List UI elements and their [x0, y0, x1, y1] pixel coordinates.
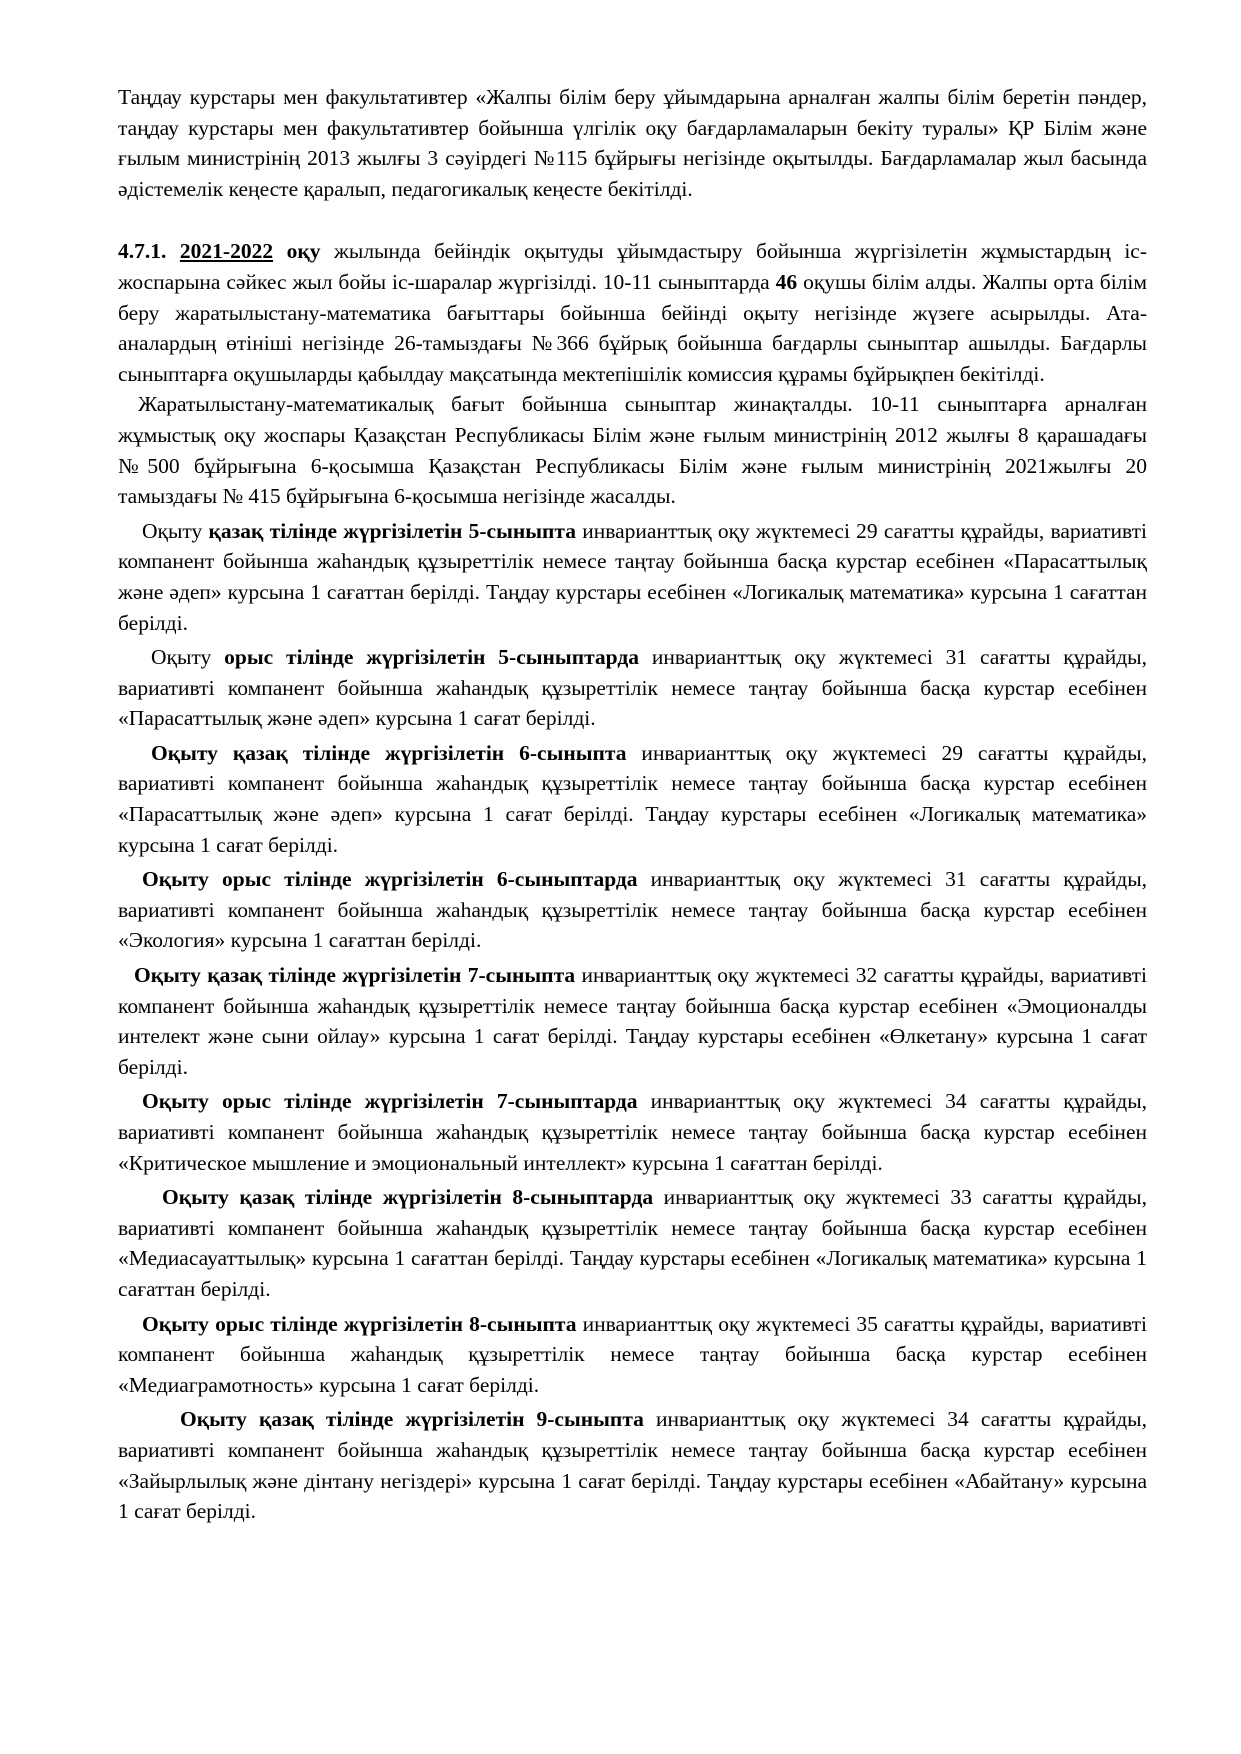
grade-heading: Оқыту қазақ тілінде жүргізілетін 7-сыныпта	[134, 963, 576, 988]
grade-heading: Оқыту орыс тілінде жүргізілетін 6-сыныптарда	[142, 867, 638, 892]
grade-paragraph	[118, 642, 1147, 734]
intro-paragraph: Таңдау курстары мен факультативтер «Жалпы білім беру ұйымдарына арналған жалпы білім беретін пәндер, таңдау курстары мен факультативтер бойынша үлгілік оқу бағдарламаларын бекіту туралы» ҚР Білім және ғылым министрінің 2013 жылғы 3 сәуірдегі №115 бұйрығы негізінде оқытылды. Бағдарламалар жыл басында әдістемелік кеңесте қаралып, педагогикалық кеңесте бекітілді.	[118, 85, 1147, 201]
grade-heading: Оқыту қазақ тілінде жүргізілетін 8-сыныптарда	[162, 1185, 654, 1210]
grade-details: инварианттық оқу жүктемесі 29 сағатты құрайды, вариативті компанент бойынша жаһандық құзыреттілік немесе таңтау бойынша басқа курстар есебінен «Парасаттылық және әдеп» курсына 1 сағаттан берілді. Таңдау курстары есебінен «Логикалық математика» курсына 1 сағаттан берілді.	[118, 518, 1147, 635]
grade-paragraph	[118, 1182, 1147, 1304]
grade-paragraph	[118, 864, 1147, 956]
academic-year-word: оқу	[286, 239, 321, 264]
academic-year: 2021-2022	[179, 239, 274, 264]
grade-paragraph	[118, 1086, 1147, 1178]
grade-heading: Оқыту орыс тілінде жүргізілетін 7-сыныптарда	[142, 1089, 638, 1114]
grade-details: инварианттық оқу жүктемесі 34 сағатты құрайды, вариативті компанент бойынша жаһандық құзыреттілік немесе таңтау бойынша басқа курстар есебінен «Зайырлылық және дінтану негіздері» курсына 1 сағат берілді. Таңдау курстары есебінен «Абайтану» курсына 1 сағат берілді.	[118, 1407, 1148, 1524]
grade-heading: Оқыту орыс тілінде жүргізілетін 8-сыныпта	[142, 1311, 577, 1336]
grade-heading: қазақ тілінде жүргізілетін 5-сыныпта	[208, 518, 577, 543]
section-text-1: жылында бейіндік оқытуды ұйымдастыру бойынша жүргізілетін жұмыстардың іс-жоспарына сәйкес жыл бойы іс-шаралар жүргізілді. 10-11 сыныптарда	[118, 239, 1148, 294]
curriculum-plan-paragraph: Жаратылыстану-математикалық бағыт бойынша сыныптар жинақталды. 10-11 сыныптарға арналған жұмыстық оқу жоспары Қазақстан Республикасы Білім және ғылым министрінің 2012 жылғы 8 қарашадағы №500 бұйрығына 6-қосымша Қазақстан Республикасы Білім және ғылым министрінің 2021жылғы 20 тамыздағы № 415 бұйрығына 6-қосымша негізінде жасалды.	[118, 392, 1147, 509]
section-number: 4.7.1.	[118, 239, 167, 264]
grade-prefix: Оқыту	[151, 645, 225, 670]
grade-details: инварианттық оқу жүктемесі 29 сағатты құрайды, вариативті компанент бойынша жаһандық құзыреттілік немесе таңтау бойынша басқа курстар есебінен «Парасаттылық және әдеп» курсына 1 сағат берілді. Таңдау курстары есебінен «Логикалық математика» курсына 1 сағат берілді.	[118, 740, 1147, 857]
grade-details: инварианттық оқу жүктемесі 33 сағатты құрайды, вариативті компанент бойынша жаһандық құзыреттілік немесе таңтау бойынша басқа курстар есебінен «Медиасауаттылық» курсына 1 сағаттан берілді. Таңдау курстары есебінен «Логикалық математика» курсына 1 сағаттан берілді.	[118, 1185, 1147, 1301]
grade-paragraph	[118, 960, 1147, 1082]
grade-paragraph	[118, 516, 1147, 638]
grade-details: инварианттық оқу жүктемесі 35 сағатты құрайды, вариативті компанент бойынша жаһандық құзыреттілік немесе таңтау бойынша басқа курстар есебінен «Медиаграмотность» курсына 1 сағат берілді.	[118, 1311, 1147, 1397]
grade-paragraph	[118, 738, 1147, 860]
grade-paragraph	[118, 1404, 1147, 1526]
grade-heading: Оқыту қазақ тілінде жүргізілетін 6-сыныпта	[151, 740, 627, 765]
grade-details: инварианттық оқу жүктемесі 32 сағатты құрайды, вариативті компанент бойынша жаһандық құзыреттілік немесе таңтау бойынша басқа курстар есебінен «Эмоционалды интелект және сыни ойлау» курсына 1 сағат берілді. Таңдау курстары есебінен «Өлкетану» курсына 1 сағат берілді.	[118, 963, 1147, 1079]
section-text-2: оқушы білім алды. Жалпы орта білім беру жаратылыстану-математика бағыттары бойынша бейінді оқыту негізінде жүзеге асырылды. Ата-аналардың өтініші негізінде 26-тамыздағы №366 бұйрық бойынша бағдарлы сыныптар ашылды. Бағдарлы сыныптарға оқушыларды қабылдау мақсатында мектепішілік комиссия құрамы бұйрықпен бекітілді.	[118, 269, 1147, 386]
grade-paragraph	[118, 1309, 1147, 1401]
grade-details: инварианттық оқу жүктемесі 31 сағатты құрайды, вариативті компанент бойынша жаһандық құзыреттілік немесе таңтау бойынша басқа курстар есебінен «Экология» курсына 1 сағаттан берілді.	[118, 867, 1148, 953]
grade-prefix: Оқыту	[142, 518, 209, 543]
student-count: 46	[775, 269, 798, 294]
grade-details: инварианттық оқу жүктемесі 34 сағатты құрайды, вариативті компанент бойынша жаһандық құзыреттілік немесе таңтау бойынша басқа курстар есебінен «Критическое мышление и эмоциональный интеллект» курсына 1 сағаттан берілді.	[118, 1089, 1148, 1175]
grade-details: инварианттық оқу жүктемесі 31 сағатты құрайды, вариативті компанент бойынша жаһандық құзыреттілік немесе таңтау бойынша басқа курстар есебінен «Парасаттылық және әдеп» курсына 1 сағат берілді.	[118, 645, 1147, 731]
section-paragraph	[118, 236, 1147, 389]
grade-heading: орыс тілінде жүргізілетін 5-сыныптарда	[224, 645, 639, 670]
grade-heading: Оқыту қазақ тілінде жүргізілетін 9-сыныпта	[180, 1407, 644, 1432]
